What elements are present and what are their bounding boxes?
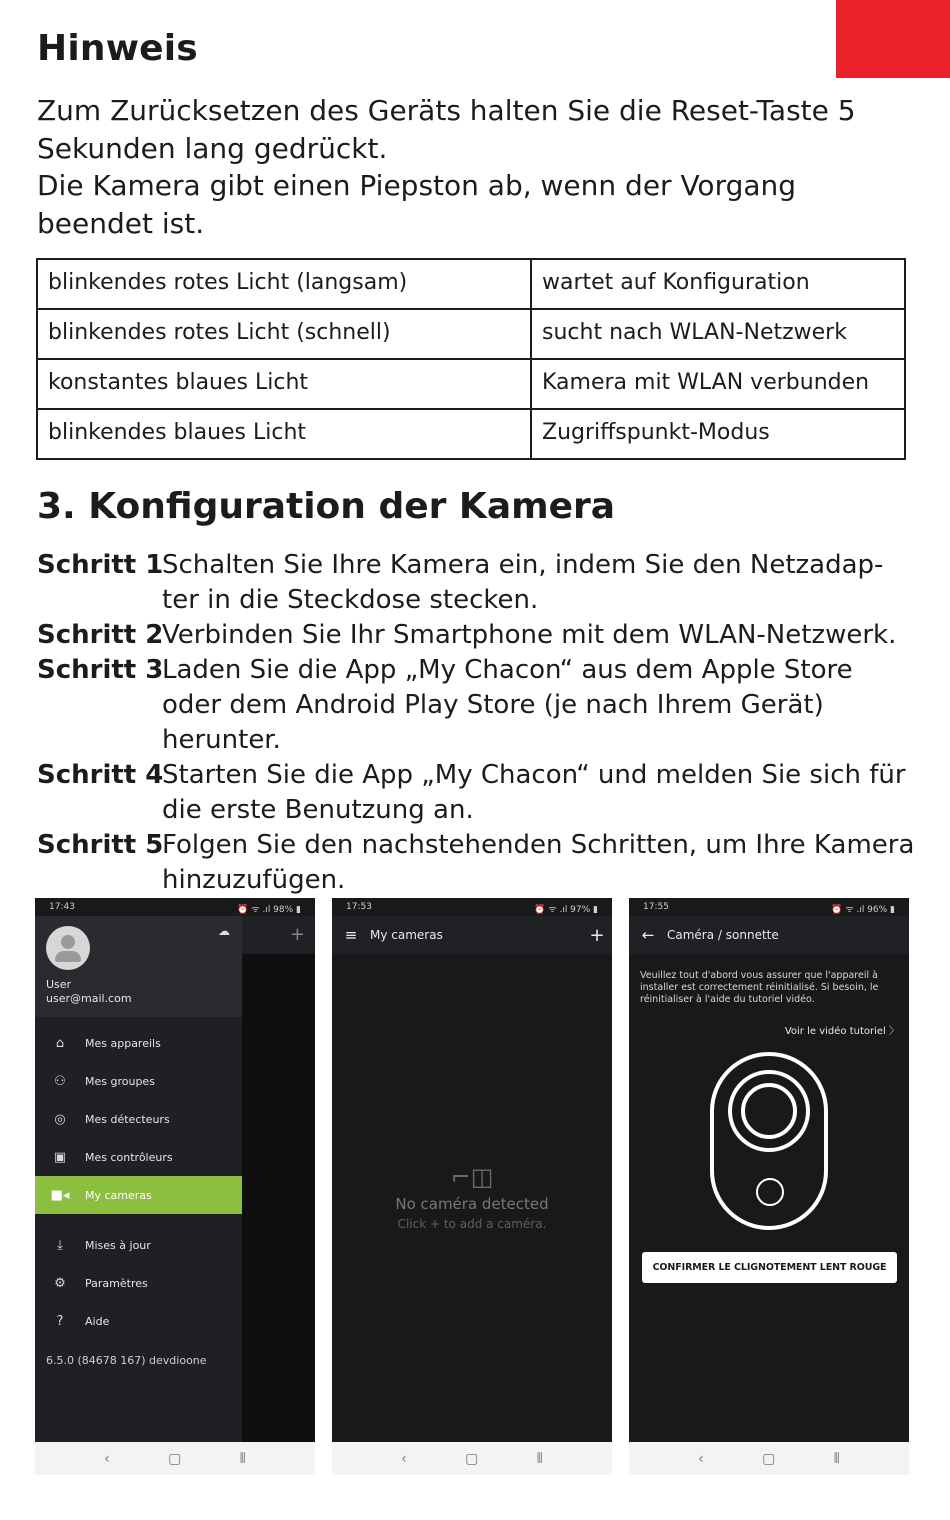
menu-item-mes-controleurs[interactable] (35, 1138, 242, 1176)
cloud-icon[interactable]: ☁ (218, 924, 230, 938)
led-meaning: sucht nach WLAN-Netzwerk (531, 309, 905, 359)
led-meaning: Kamera mit WLAN verbunden (531, 359, 905, 409)
status-icons: ⏰ ᯤ .ıl 97% ▮ (534, 905, 598, 915)
drawer-menu (35, 1024, 242, 1367)
status-time: 17:55 (643, 902, 669, 912)
table-row (37, 359, 905, 409)
step-item (37, 653, 917, 758)
back-arrow-icon[interactable]: ← (641, 926, 655, 944)
status-time: 17:53 (346, 902, 372, 912)
avatar[interactable] (46, 926, 90, 970)
section-title: 3. Konfiguration der Kamera (37, 486, 616, 527)
step-text: Schalten Sie Ihre Kamera ein, indem Sie den Netzadap-ter in die Steckdose stecken. (162, 550, 884, 615)
menu-item-mes-groupes[interactable] (35, 1062, 242, 1100)
table-row (37, 309, 905, 359)
menu-item-label: Mises à jour (85, 1238, 151, 1252)
phone-screenshot-menu (35, 898, 315, 1475)
menu-item-parametres[interactable] (35, 1264, 242, 1302)
led-state: blinkendes blaues Licht (37, 409, 531, 459)
phone-screenshot-my-cameras (332, 898, 612, 1475)
android-nav-bar (629, 1442, 909, 1475)
android-nav-bar (332, 1442, 612, 1475)
menu-item-label: Mes contrôleurs (85, 1150, 173, 1164)
camera-lens-inner (741, 1083, 797, 1139)
step-text: Starten Sie die App „My Chacon“ und melden Sie sich für die erste Benutzung an. (162, 760, 906, 825)
add-icon[interactable]: + (289, 924, 305, 945)
status-bar (332, 898, 612, 916)
app-bar (629, 916, 909, 954)
drawer-header (35, 916, 242, 1017)
menu-item-mes-appareils[interactable] (35, 1024, 242, 1062)
red-corner-tab (836, 0, 950, 78)
app-bar-title: My cameras (370, 928, 443, 942)
camera-lens-outer (728, 1070, 810, 1152)
step-text: Laden Sie die App „My Chacon“ aus dem Apple Store oder dem Android Play Store (je nach Ihrem Gerät) herunter. (162, 655, 853, 755)
camera-outline-icon: ⌐◫ (450, 1163, 494, 1191)
camera-icon: ■◂ (50, 1187, 70, 1203)
back-icon[interactable]: ‹ (104, 1450, 110, 1467)
menu-item-label: Aide (85, 1314, 110, 1328)
video-tutorial-link[interactable]: Voir le vidéo tutoriel 〉 (784, 1026, 899, 1037)
detector-icon: ◎ (54, 1111, 66, 1127)
menu-item-mises-a-jour[interactable] (35, 1226, 242, 1264)
status-bar (629, 898, 909, 916)
app-version: 6.5.0 (84678 167) devdioone (46, 1354, 207, 1367)
led-state: blinkendes rotes Licht (langsam) (37, 259, 531, 309)
back-icon[interactable]: ‹ (401, 1450, 407, 1467)
step-item (37, 618, 917, 653)
empty-hint: Click + to add a caméra. (397, 1217, 547, 1231)
step-text: Folgen Sie den nachstehenden Schritten, um Ihre Kamera hinzuzufügen. (162, 830, 915, 895)
recents-icon[interactable]: ⦀ (536, 1450, 543, 1467)
hint-line: Die Kamera gibt einen Piepston ab, wenn der Vorgang (37, 169, 797, 202)
setup-description: Veuillez tout d'abord vous assurer que l'appareil à installer est correctement réinitialisé. Si besoin, le réinitialiser à l'aide du tutoriel vidéo. (640, 970, 879, 1005)
status-icons: ⏰ ᯤ .ıl 98% ▮ (237, 905, 301, 915)
home-button-icon[interactable]: ▢ (168, 1450, 182, 1467)
menu-item-label: Mes appareils (85, 1036, 161, 1050)
empty-state (332, 1163, 612, 1231)
add-camera-icon[interactable]: + (589, 924, 605, 946)
menu-item-my-cameras[interactable] (35, 1176, 242, 1214)
home-icon: ⌂ (55, 1035, 65, 1051)
step-label: Schritt 1 (37, 550, 164, 580)
menu-item-mes-detecteurs[interactable] (35, 1100, 242, 1138)
step-item (37, 548, 917, 618)
step-label: Schritt 2 (37, 620, 164, 650)
phone-screenshot-camera-setup (629, 898, 909, 1475)
led-meaning: Zugriffspunkt-Modus (531, 409, 905, 459)
controller-icon: ▣ (53, 1149, 67, 1165)
menu-item-aide[interactable] (35, 1302, 242, 1340)
hint-line: Zum Zurücksetzen des Geräts halten Sie die Reset-Taste 5 (37, 94, 856, 127)
menu-item-label: Paramètres (85, 1276, 148, 1290)
app-bar-title: Caméra / sonnette (667, 928, 779, 942)
step-label: Schritt 3 (37, 655, 164, 685)
hint-line: Sekunden lang gedrückt. (37, 131, 388, 165)
user-email: user@mail.com (46, 992, 132, 1005)
recents-icon[interactable]: ⦀ (239, 1450, 246, 1467)
back-icon[interactable]: ‹ (698, 1450, 704, 1467)
menu-item-label: Mes détecteurs (85, 1112, 170, 1126)
dimmed-content (242, 954, 315, 1442)
table-row (37, 259, 905, 309)
hint-line: beendet ist. (37, 206, 205, 240)
menu-item-label: My cameras (85, 1188, 152, 1202)
groups-icon: ⚇ (54, 1073, 66, 1089)
steps-list (37, 548, 917, 898)
step-label: Schritt 5 (37, 830, 164, 860)
table-row (37, 409, 905, 459)
step-item (37, 828, 917, 898)
empty-title: No caméra detected (395, 1195, 549, 1213)
led-status-table (36, 258, 906, 460)
user-name: User (46, 978, 72, 991)
content-behind-drawer (242, 916, 315, 1442)
hint-title: Hinweis (37, 28, 198, 69)
home-button-icon[interactable]: ▢ (762, 1450, 776, 1467)
recents-icon[interactable]: ⦀ (833, 1450, 840, 1467)
android-nav-bar (35, 1442, 315, 1475)
status-icons: ⏰ ᯤ .ıl 96% ▮ (831, 905, 895, 915)
hint-text (37, 92, 897, 242)
download-icon: ⤓ (57, 1237, 63, 1253)
led-meaning: wartet auf Konfiguration (531, 259, 905, 309)
led-state: konstantes blaues Licht (37, 359, 531, 409)
status-time: 17:43 (49, 902, 75, 912)
doorbell-button (756, 1178, 784, 1206)
led-state: blinkendes rotes Licht (schnell) (37, 309, 531, 359)
step-text: Verbinden Sie Ihr Smartphone mit dem WLAN-Netzwerk. (162, 620, 897, 650)
app-bar (332, 916, 612, 954)
hamburger-menu-icon[interactable]: ≡ (344, 926, 358, 944)
gear-icon: ⚙ (54, 1275, 66, 1291)
step-label: Schritt 4 (37, 760, 164, 790)
help-icon: ? (56, 1313, 64, 1329)
doorbell-camera-illustration (710, 1052, 828, 1230)
nav-drawer (35, 916, 242, 1442)
step-item (37, 758, 917, 828)
home-button-icon[interactable]: ▢ (465, 1450, 479, 1467)
menu-item-label: Mes groupes (85, 1074, 155, 1088)
status-bar (35, 898, 315, 916)
confirm-slow-red-blink-button[interactable]: CONFIRMER LE CLIGNOTEMENT LENT ROUGE (642, 1252, 897, 1283)
